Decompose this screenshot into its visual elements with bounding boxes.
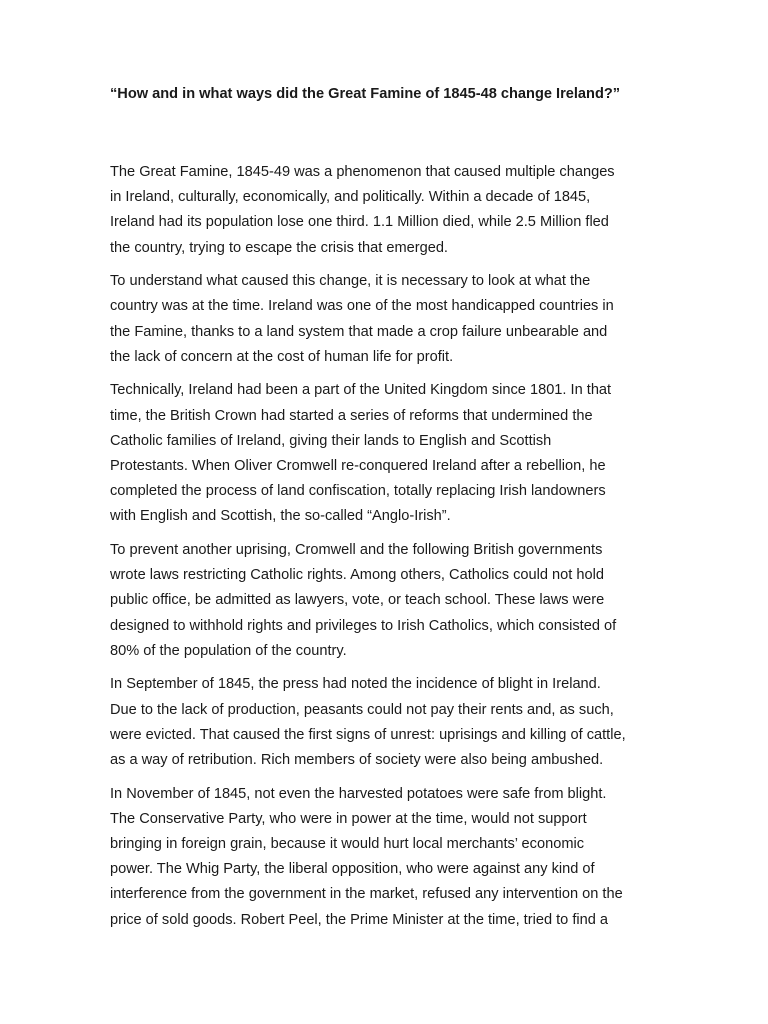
paragraph-line: public office, be admitted as lawyers, vote, or teach school. These laws were [110, 592, 605, 609]
paragraph-line: in Ireland, culturally, economically, and politically. Within a decade of 1845, [110, 189, 591, 206]
paragraph-line: power. The Whig Party, the liberal opposition, who were against any kind of [110, 861, 595, 878]
paragraph-line: The Great Famine, 1845-49 was a phenomenon that caused multiple changes [110, 164, 615, 180]
paragraph-line: the country, trying to escape the crisis that emerged. [110, 239, 448, 256]
document-body [110, 84, 662, 941]
paragraph-line: time, the British Crown had started a series of reforms that undermined the [110, 407, 593, 424]
paragraph-line: 80% of the population of the country. [110, 642, 347, 659]
paragraph-line: Catholic families of Ireland, giving their lands to English and Scottish [110, 432, 552, 449]
paragraph-line: country was at the time. Ireland was one of the most handicapped countries in [110, 298, 614, 315]
paragraph-line: Ireland had its population lose one third. 1.1 Million died, while 2.5 Million fled [110, 214, 609, 231]
paragraph-line: the Famine, thanks to a land system that made a crop failure unbearable and [110, 323, 608, 340]
paragraph-line: designed to withhold rights and privileges to Irish Catholics, which consisted of [110, 617, 617, 634]
paragraph-line: To understand what caused this change, it is necessary to look at what the [110, 273, 591, 290]
paragraph-line: Due to the lack of production, peasants could not pay their rents and, as such, [110, 701, 614, 718]
paragraph-line: price of sold goods. Robert Peel, the Prime Minister at the time, tried to find a [110, 911, 609, 928]
paragraph-line: interference from the government in the market, refused any intervention on the [110, 886, 623, 903]
paragraph-line: In November of 1845, not even the harvested potatoes were safe from blight. [110, 785, 607, 802]
body-paragraph [110, 378, 662, 529]
paragraph-line: The Conservative Party, who were in power at the time, would not support [110, 810, 587, 827]
paragraph-line: were evicted. That caused the first signs of unrest: uprisings and killing of cattle, [110, 726, 626, 743]
paragraph-line: wrote laws restricting Catholic rights. Among others, Catholics could not hold [110, 567, 604, 584]
paragraph-line: To prevent another uprising, Cromwell and the following British governments [110, 542, 603, 559]
document-title: “How and in what ways did the Great Famine of 1845-48 change Ireland?” [110, 86, 621, 102]
paragraph-list [110, 160, 662, 933]
paragraph-line: with English and Scottish, the so-called “Anglo-Irish”. [110, 508, 451, 525]
paragraph-line: the lack of concern at the cost of human life for profit. [110, 348, 454, 365]
body-paragraph [110, 782, 662, 933]
paragraph-line: Protestants. When Oliver Cromwell re-conquered Ireland after a rebellion, he [110, 458, 606, 475]
body-paragraph [110, 672, 662, 773]
paragraph-line: bringing in foreign grain, because it would hurt local merchants’ economic [110, 836, 585, 853]
body-paragraph [110, 160, 662, 261]
paragraph-line: Technically, Ireland had been a part of the United Kingdom since 1801. In that [110, 382, 612, 399]
paragraph-line: as a way of retribution. Rich members of society were also being ambushed. [110, 752, 604, 769]
body-paragraph [110, 269, 662, 370]
paragraph-line: In September of 1845, the press had noted the incidence of blight in Ireland. [110, 676, 601, 693]
body-paragraph [110, 538, 662, 664]
paragraph-line: completed the process of land confiscation, totally replacing Irish landowners [110, 483, 606, 500]
